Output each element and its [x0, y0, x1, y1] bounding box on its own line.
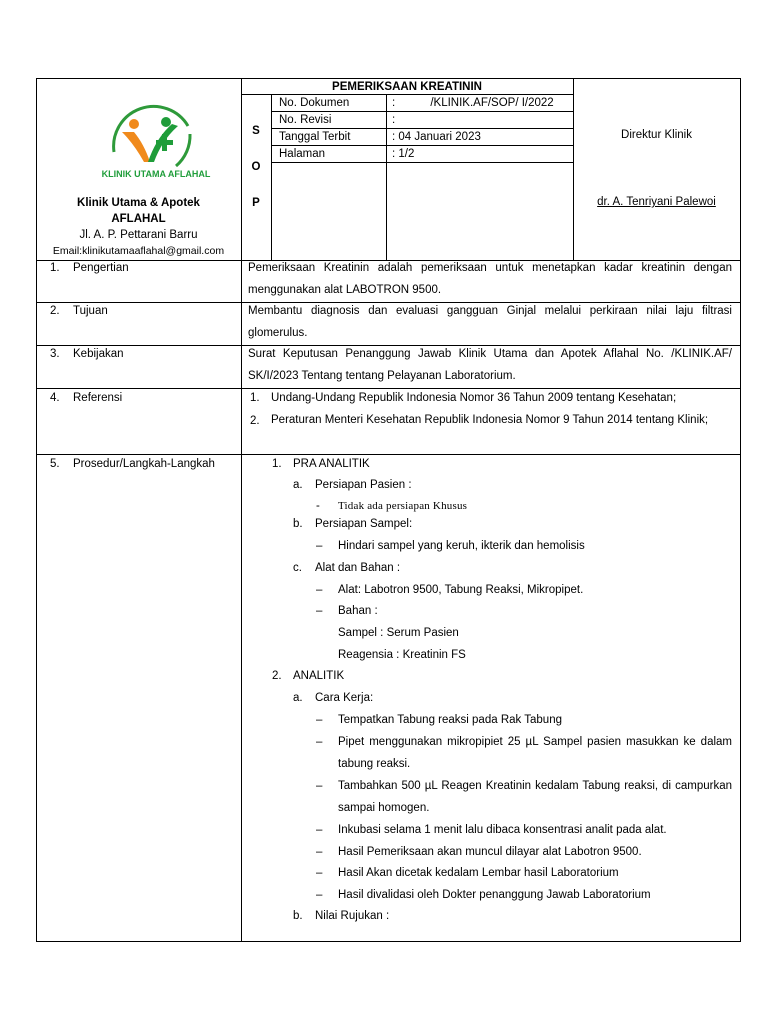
bullet-marker: – [316, 846, 323, 858]
logo-head-orange [129, 119, 139, 129]
bullet-marker: – [316, 714, 323, 726]
clinic-address: Jl. A. P. Pettarani Barru [79, 229, 198, 241]
pra-c-title: Alat dan Bahan : [315, 562, 401, 574]
pra-analitik-title: PRA ANALITIK [293, 458, 370, 470]
section-text-kebijakan: Surat Keputusan Penanggung Jawab Klinik Utama dan Apotek Aflahal No. /KLINIK.AF/ SK/I/2023 Tentang tentang Pelayanan Laboratorium. [248, 348, 732, 382]
doc-title: PEMERIKSAAN KREATININ [332, 81, 482, 93]
pra-a-item: Tidak ada persiapan Khusus [338, 500, 468, 512]
section-label-kebijakan: Kebijakan [73, 348, 124, 360]
meta-label-tanggal-terbit: Tanggal Terbit [279, 131, 351, 143]
pra-a-num: a. [293, 479, 303, 491]
clinic-name-line2: AFLAHAL [111, 213, 166, 225]
meta-value-halaman: : 1/2 [392, 148, 415, 160]
analitik-a-num: a. [293, 692, 303, 704]
referensi-item-num: 1. [250, 392, 260, 404]
logo-arc [114, 106, 188, 152]
meta-label-no-dokumen: No. Dokumen [279, 97, 350, 109]
section-label-tujuan: Tujuan [73, 305, 108, 317]
section-num-tujuan: 2. [50, 305, 60, 317]
logo-text: KLINIK UTAMA AFLAHAL [101, 169, 211, 179]
section-num-prosedur: 5. [50, 458, 60, 470]
bullet-marker: – [316, 867, 323, 879]
bullet-marker: – [316, 736, 323, 748]
pra-c-sampel: Sampel : Serum Pasien [338, 627, 459, 639]
logo-figure-orange [122, 132, 150, 162]
dash-marker: - [316, 500, 320, 512]
sop-letter-s: S [252, 125, 260, 137]
pra-a-title: Persiapan Pasien : [315, 479, 412, 491]
pra-analitik-num: 1. [272, 458, 282, 470]
pra-c-num: c. [293, 562, 302, 574]
bullet-marker: – [316, 824, 323, 836]
referensi-item-num: 2. [250, 415, 260, 427]
clinic-email: Email:klinikutamaaflahal@gmail.com [52, 245, 225, 257]
clinic-logo [100, 104, 212, 184]
referensi-item-text: Peraturan Menteri Kesehatan Republik Indonesia Nomor 9 Tahun 2014 tentang Klinik; [271, 414, 709, 426]
cara-kerja-step: Tempatkan Tabung reaksi pada Rak Tabung [338, 714, 562, 726]
cara-kerja-step: Hasil Pemeriksaan akan muncul dilayar alat Labotron 9500. [338, 846, 642, 858]
cara-kerja-step: Inkubasi selama 1 menit lalu dibaca konsentrasi analit pada alat. [338, 824, 667, 836]
pra-c-alat: Alat: Labotron 9500, Tabung Reaksi, Mikropipet. [338, 584, 584, 596]
section-text-tujuan: Membantu diagnosis dan evaluasi gangguan Ginjal melalui perkiraan nilai laju filtrasi glomerulus. [248, 305, 732, 339]
cara-kerja-step: Tambahkan 500 µL Reagen Kreatinin kedalam Tabung reaksi, di campurkan sampai homogen. [338, 780, 732, 814]
section-label-referensi: Referensi [73, 392, 123, 404]
meta-value-no-dokumen: : /KLINIK.AF/SOP/ I/2022 [392, 97, 554, 109]
pra-b-num: b. [293, 518, 303, 530]
pra-c-bahan: Bahan : [338, 605, 378, 617]
cara-kerja-step: Hasil Akan dicetak kedalam Lembar hasil Laboratorium [338, 867, 619, 879]
bullet-marker: – [316, 540, 323, 552]
analitik-b-num: b. [293, 910, 303, 922]
director-title: Direktur Klinik [621, 129, 692, 141]
clinic-name-line1: Klinik Utama & Apotek [77, 197, 200, 209]
section-num-kebijakan: 3. [50, 348, 60, 360]
section-label-pengertian: Pengertian [73, 262, 129, 274]
cara-kerja-step: Pipet menggunakan mikropipiet 25 µL Sampel pasien masukkan ke dalam tabung reaksi. [338, 736, 732, 770]
meta-label-halaman: Halaman [279, 148, 326, 160]
section-text-pengertian: Pemeriksaan Kreatinin adalah pemeriksaan untuk menetapkan kadar kreatinin dengan menggunakan alat LABOTRON 9500. [248, 262, 732, 296]
analitik-title: ANALITIK [293, 670, 345, 682]
bullet-marker: – [316, 780, 323, 792]
referensi-item-text: Undang-Undang Republik Indonesia Nomor 36 Tahun 2009 tentang Kesehatan; [271, 392, 677, 404]
pra-b-item: Hindari sampel yang keruh, ikterik dan hemolisis [338, 540, 585, 552]
section-num-pengertian: 1. [50, 262, 60, 274]
bullet-marker: – [316, 584, 323, 596]
section-label-prosedur: Prosedur/Langkah-Langkah [73, 458, 215, 470]
analitik-num: 2. [272, 670, 282, 682]
pra-c-reagensia: Reagensia : Kreatinin FS [338, 649, 466, 661]
cara-kerja-step: Hasil divalidasi oleh Dokter penanggung Jawab Laboratorium [338, 889, 651, 901]
director-name: dr. A. Tenriyani Palewoi [597, 196, 716, 208]
sop-letter-p: P [252, 197, 260, 209]
bullet-marker: – [316, 605, 323, 617]
pra-b-title: Persiapan Sampel: [315, 518, 413, 530]
logo-head-green [161, 117, 171, 127]
analitik-b-title: Nilai Rujukan : [315, 910, 390, 922]
meta-value-tanggal-terbit: : 04 Januari 2023 [392, 131, 481, 143]
meta-label-no-revisi: No. Revisi [279, 114, 332, 126]
meta-value-no-revisi: : [392, 114, 396, 126]
sop-letter-o: O [251, 161, 261, 173]
logo-arc-right [176, 134, 190, 166]
bullet-marker: – [316, 889, 323, 901]
analitik-a-title: Cara Kerja: [315, 692, 374, 704]
section-num-referensi: 4. [50, 392, 60, 404]
